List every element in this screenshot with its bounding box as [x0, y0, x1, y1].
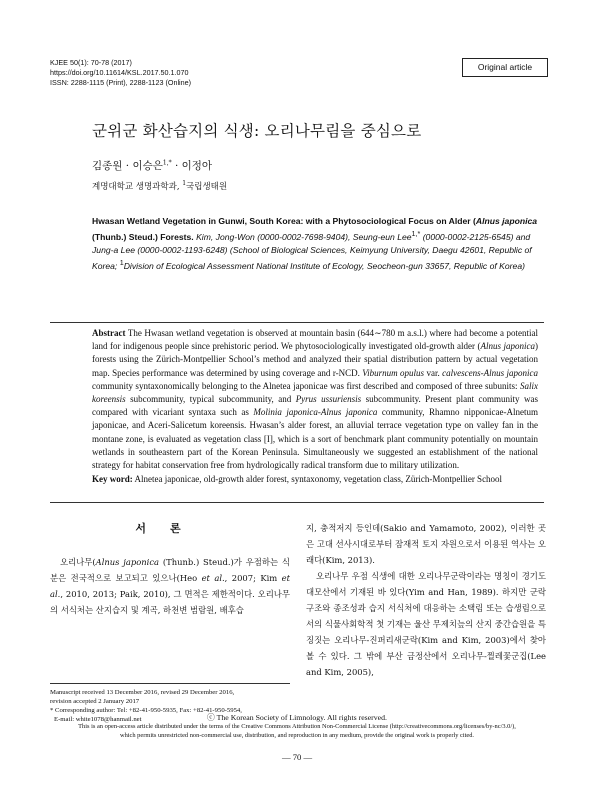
- affiliation-main: 계명대학교 생명과학과,: [92, 182, 183, 192]
- body-text: , 2007; Kim: [224, 573, 282, 583]
- keywords-text: Alnetea japonicae, old-growth alder forest, syntaxonomy, vegetation class, Zürich-Montpellier School: [132, 474, 503, 484]
- title-korean: 군위군 화산습지의 식생: 오리나무림을 중심으로: [92, 122, 422, 140]
- divider-top: [50, 322, 544, 323]
- author-names-1: 김종원 · 이승은: [92, 160, 163, 172]
- affiliation-english-2: Division of Ecological Assessment National Institute of Ecology, Seocheon-gun 33657, Republic of Korea): [123, 261, 525, 271]
- journal-meta: [50, 58, 191, 88]
- footnote-received: Manuscript received 13 December 2016, revised 29 December 2016,: [50, 689, 235, 696]
- citation-etal: et al.: [201, 573, 225, 583]
- footnote-rule: [50, 683, 290, 684]
- author-names-2: · 이정아: [171, 160, 213, 172]
- paragraph: 오리나무 우점 식생에 대한 오리나무군락이라는 명칭이 경기도 대모산에서 기재된 바 있다(Yim and Han, 1989). 하지만 군락구조와 종조성과 습지 서식처에 대응하는 소택림 또는 습생림으로서의 식물사회학적 첫 기재는 울산 무제치늪의 산지 중간습원을 특징짓는 오리나무-진퍼리새군락(Kim and Kim, 2003)에서 찾아볼 수 있다. 그 밖에 부산 금정산에서 오리나무-찔레꽃군집(Lee and Kim, 2005),: [306, 571, 546, 677]
- journal-citation: KJEE 50(1): 70-78 (2017): [50, 58, 132, 67]
- abstract-text: subcommunity, typical subcommunity, and: [125, 394, 296, 405]
- license-text: [50, 723, 544, 740]
- title-en-part1: Hwasan Wetland Vegetation in Gunwi, South Korea: with a Phytosociological Focus on Alder (: [92, 216, 476, 226]
- footnote-email[interactable]: E-mail: white1078@hanmail.net: [54, 716, 142, 723]
- keywords: [92, 473, 538, 486]
- body-text: , 2010, 2013; Paik, 2010), 그 면적은 제한적이다. 오리나무의 서식처는 산지습지 및 계곡, 하천변 범람원, 배후습: [50, 589, 290, 615]
- abstract: [92, 327, 538, 472]
- abstract-text: The Hwasan wetland vegetation is observed at mountain basin (644∼780 m a.s.l.) where had become a potential land for indigenous people since prehistoric period. We phytosociologically investigated old-growth alder (: [92, 328, 538, 352]
- affiliation-en-superscript: 1: [119, 259, 124, 268]
- affiliation-korean: [92, 180, 227, 192]
- section-heading: 서론: [135, 522, 205, 535]
- license-line: This is an open-access article distributed under the terms of the Creative Commons Attribution Non-Commercial License (http://creativecommons.org/licenses/by-nc/3.0/),: [78, 723, 516, 730]
- footnote-accepted: revision accepted 2 January 2017: [50, 698, 140, 705]
- body-text: 오리나무(: [60, 557, 96, 567]
- authors-english: Kim, Jong-Won (0000-0002-7698-9404), Seung-eun Lee: [193, 231, 412, 242]
- paragraph: [50, 554, 290, 618]
- title-en-part2: (Thunb.) Steud.) Forests.: [92, 231, 194, 242]
- species-name: Salix koreensis: [92, 380, 538, 405]
- species-name: Pyrus ussuriensis: [295, 394, 362, 405]
- title-en-species: Alnus japonica: [475, 216, 538, 226]
- body-text: (Thunb.) Steud.)가 우점하는 식분은 전국적으로 보고되고 있으나(Heo: [50, 557, 290, 583]
- author-en-superscript: 1,*: [411, 230, 421, 239]
- abstract-text: subcommunity. Present plant community was compared with vicariant syntaxa such as: [92, 394, 538, 418]
- article-type-badge: Original article: [462, 58, 548, 77]
- affiliation-superscript: 1: [182, 180, 187, 188]
- authors-korean: [92, 158, 212, 173]
- species-name: Molinia japonica-Alnus japonica: [253, 407, 378, 418]
- citation-etal: et al.: [50, 573, 290, 599]
- affiliation-second: 국립생태원: [186, 182, 228, 192]
- abstract-label: Abstract: [92, 328, 126, 338]
- species-name: calvescens-Alnus japonica: [442, 367, 538, 378]
- divider-bottom: [50, 502, 544, 503]
- body-text-left: [50, 554, 290, 618]
- species-name: Alnus japonica: [95, 557, 160, 567]
- abstract-text: community syntaxonomically belonging to the Alnetea japonicae was first described and composed of three subunits:: [92, 380, 520, 391]
- abstract-text: community, Rhamno nipponicae-Alnetum japonicae, and Aceri-Salicetum koreensis. Hwasan’s alder forest, an alluvial terrace vegetation type on valley fan in the montane zone, is evaluated as vegetation class [I], which is a sort of benchmark plant community potentially on mountain wetlands in southeastern part of the Korean Peninsula. Simultaneously we suggested an establishment of the national strategy for habitat conservation free from hydrologically radical transform due to military utilization.: [92, 407, 539, 471]
- page-number: — 70 —: [281, 752, 313, 762]
- paragraph: 지, 충적저지 등인데(Sakio and Yamamoto, 2002), 이러한 곳은 고대 선사시대로부터 잠재적 토지 자원으로서 이용된 역사는 오래다(Kim, 2013).: [306, 523, 546, 565]
- keywords-label: Key word:: [92, 474, 133, 484]
- license-line: which permits unrestricted non-commercial use, distribution, and reproduction in any medium, provide the original work is properly cited.: [119, 731, 475, 739]
- title-english-block: [92, 215, 538, 273]
- abstract-text: ) forests using the Zürich-Montpellier School’s method and analyzed their spatial distribution pattern by actual vegetation map. Species performance was determined by using coverage and r-NCD.: [92, 341, 538, 378]
- abstract-text: var.: [424, 367, 443, 378]
- footnote-corresponding: * Corresponding author: Tel: +82-41-950-5935, Fax: +82-41-950-5954,: [50, 707, 242, 714]
- species-name: Alnus japonica: [480, 341, 535, 352]
- copyright: ⓒ The Korean Society of Limnology. All rights reserved.: [207, 713, 387, 722]
- body-column-left: [50, 520, 290, 618]
- affiliation-english: (School of Biological Sciences, Keimyung University, Daegu 42601, Republic of Korea;: [92, 245, 532, 271]
- species-name: Viburnum opulus: [362, 367, 425, 378]
- doi-link[interactable]: https://doi.org/10.11614/KSL.2017.50.1.070: [50, 68, 189, 77]
- authors-english-2: (0000-0002-2125-6545) and Jung-a Lee (0000-0002-1193-6248): [92, 231, 531, 256]
- issn: ISSN: 2288-1115 (Print), 2288-1123 (Online): [50, 78, 192, 87]
- body-column-right: [306, 520, 546, 680]
- author-superscript: 1,*: [162, 159, 172, 167]
